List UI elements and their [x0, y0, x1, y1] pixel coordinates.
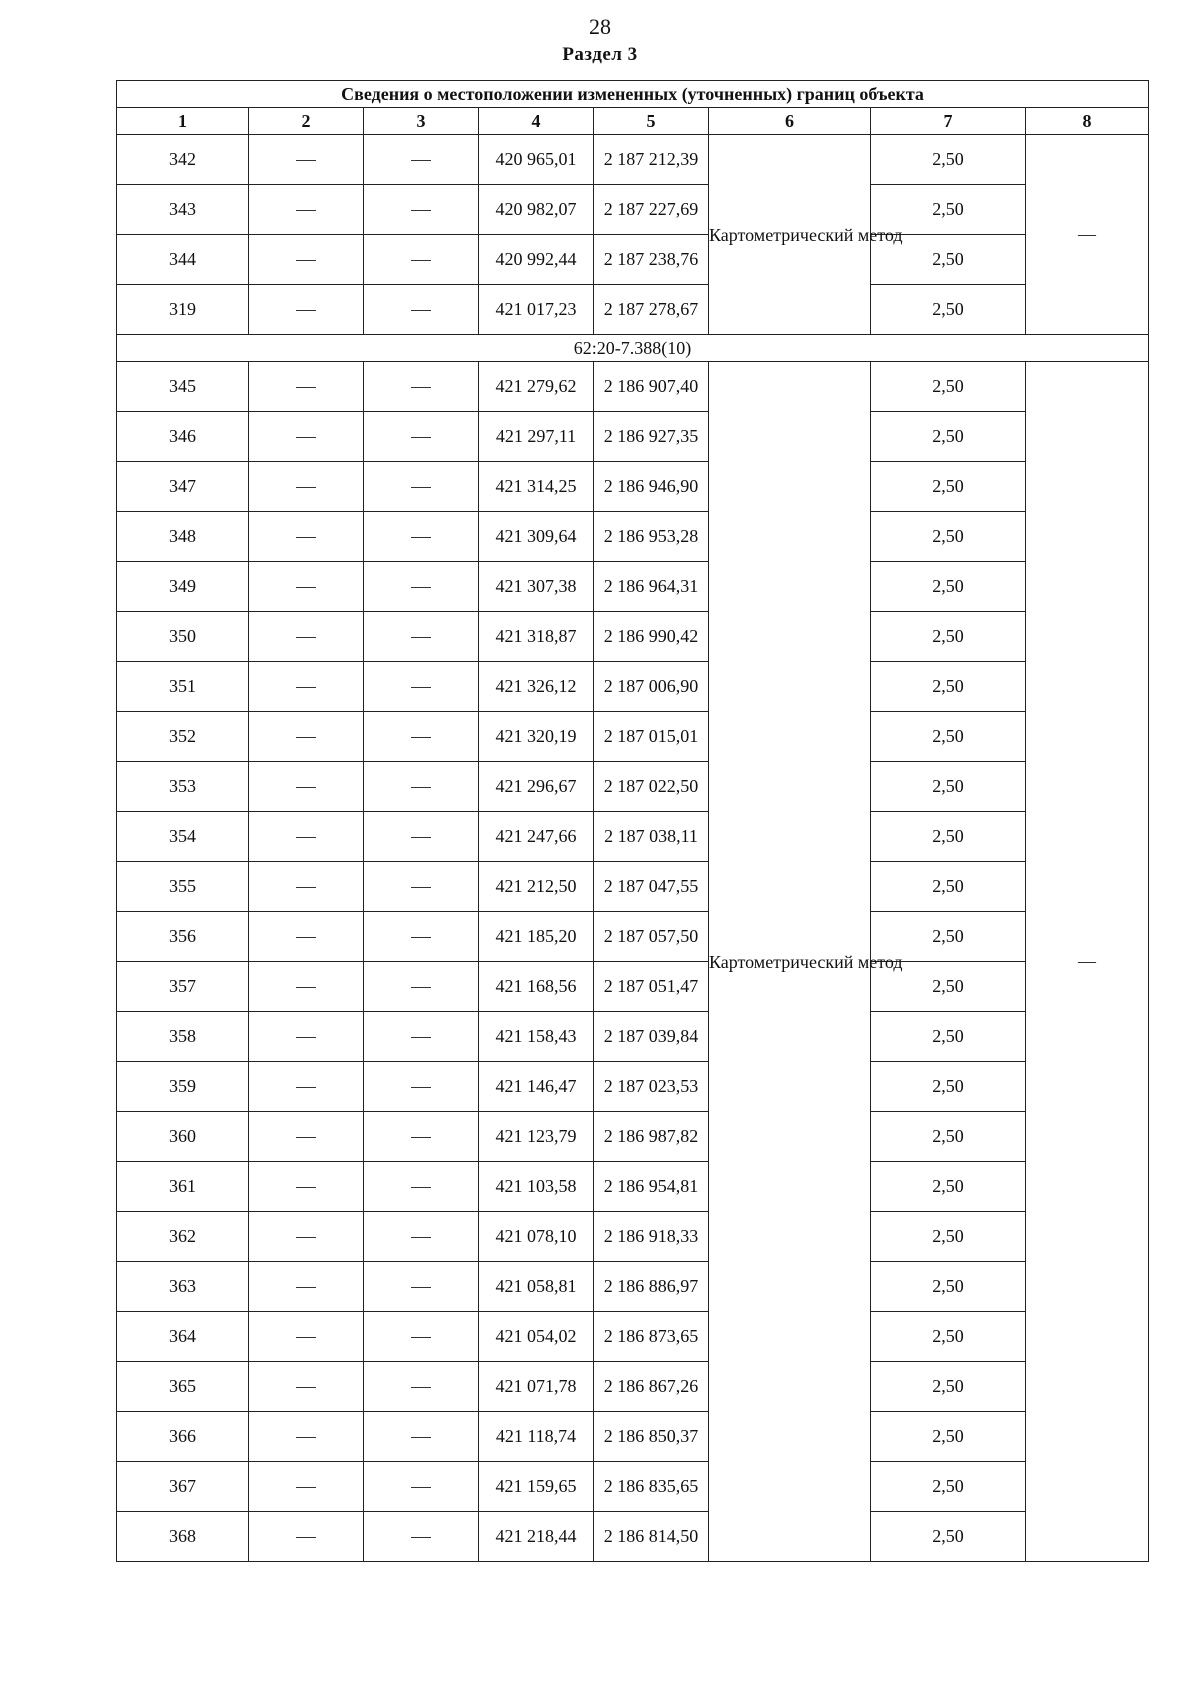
point-number: 356 — [117, 912, 249, 962]
coord-y: 2 187 212,39 — [594, 135, 709, 185]
col3-dash — [364, 962, 479, 1012]
table-row — [117, 1212, 1149, 1262]
coord-y: 2 186 918,33 — [594, 1212, 709, 1262]
accuracy-value: 2,50 — [871, 1012, 1026, 1062]
col3-dash — [364, 612, 479, 662]
dash-mark — [296, 437, 316, 438]
table-row — [117, 235, 1149, 285]
coord-y: 2 187 278,67 — [594, 285, 709, 335]
coord-y: 2 186 990,42 — [594, 612, 709, 662]
col3-dash — [364, 712, 479, 762]
coord-x: 421 158,43 — [479, 1012, 594, 1062]
accuracy-value: 2,50 — [871, 512, 1026, 562]
coord-y: 2 186 850,37 — [594, 1412, 709, 1462]
col2-dash — [249, 662, 364, 712]
coord-y: 2 187 051,47 — [594, 962, 709, 1012]
coord-y: 2 186 873,65 — [594, 1312, 709, 1362]
accuracy-value: 2,50 — [871, 1412, 1026, 1462]
point-number: 365 — [117, 1362, 249, 1412]
accuracy-value: 2,50 — [871, 1362, 1026, 1412]
dash-mark — [411, 1087, 431, 1088]
table-row — [117, 562, 1149, 612]
table-row — [117, 1262, 1149, 1312]
col2-dash — [249, 1162, 364, 1212]
point-number: 368 — [117, 1512, 249, 1562]
table-row — [117, 712, 1149, 762]
col3-dash — [364, 1412, 479, 1462]
dash-mark — [296, 987, 316, 988]
accuracy-value: 2,50 — [871, 912, 1026, 962]
dash-mark — [411, 160, 431, 161]
col2-dash — [249, 1462, 364, 1512]
point-number: 359 — [117, 1062, 249, 1112]
point-number: 351 — [117, 662, 249, 712]
coord-x: 421 071,78 — [479, 1362, 594, 1412]
accuracy-value: 2,50 — [871, 562, 1026, 612]
column-number-row — [117, 108, 1149, 135]
dash-mark — [296, 1337, 316, 1338]
accuracy-value: 2,50 — [871, 362, 1026, 412]
col2-dash — [249, 462, 364, 512]
table-row — [117, 135, 1149, 185]
col3-dash — [364, 135, 479, 185]
accuracy-value: 2,50 — [871, 462, 1026, 512]
point-number: 344 — [117, 235, 249, 285]
coord-y: 2 187 039,84 — [594, 1012, 709, 1062]
dash-mark — [296, 487, 316, 488]
coord-x: 421 058,81 — [479, 1262, 594, 1312]
dash-mark — [296, 260, 316, 261]
column-number: 4 — [479, 108, 594, 135]
column-number: 5 — [594, 108, 709, 135]
col3-dash — [364, 285, 479, 335]
dash-mark — [411, 1137, 431, 1138]
column-number: 8 — [1026, 108, 1149, 135]
table-row — [117, 862, 1149, 912]
accuracy-value: 2,50 — [871, 812, 1026, 862]
coord-x: 421 247,66 — [479, 812, 594, 862]
col3-dash — [364, 1462, 479, 1512]
coord-x: 420 965,01 — [479, 135, 594, 185]
point-number: 354 — [117, 812, 249, 862]
coord-x: 421 103,58 — [479, 1162, 594, 1212]
coord-x: 421 326,12 — [479, 662, 594, 712]
coord-x: 421 123,79 — [479, 1112, 594, 1162]
col3-dash — [364, 812, 479, 862]
coord-y: 2 186 835,65 — [594, 1462, 709, 1512]
accuracy-value: 2,50 — [871, 235, 1026, 285]
coord-y: 2 186 954,81 — [594, 1162, 709, 1212]
accuracy-value: 2,50 — [871, 1262, 1026, 1312]
point-number: 357 — [117, 962, 249, 1012]
col3-dash — [364, 235, 479, 285]
col3-dash — [364, 862, 479, 912]
column-number: 7 — [871, 108, 1026, 135]
coord-x: 421 185,20 — [479, 912, 594, 962]
accuracy-value: 2,50 — [871, 285, 1026, 335]
dash-mark — [411, 687, 431, 688]
accuracy-value: 2,50 — [871, 962, 1026, 1012]
accuracy-value: 2,50 — [871, 1312, 1026, 1362]
point-number: 347 — [117, 462, 249, 512]
table-row — [117, 1162, 1149, 1212]
col2-dash — [249, 762, 364, 812]
dash-mark — [411, 487, 431, 488]
coord-y: 2 187 047,55 — [594, 862, 709, 912]
coord-x: 421 307,38 — [479, 562, 594, 612]
dash-mark — [411, 787, 431, 788]
table-row — [117, 462, 1149, 512]
coord-y: 2 187 015,01 — [594, 712, 709, 762]
table-row — [117, 1512, 1149, 1562]
section-title: Раздел 3 — [562, 44, 638, 65]
dash-mark — [296, 1387, 316, 1388]
dash-mark — [296, 537, 316, 538]
col2-dash — [249, 1212, 364, 1262]
column-number: 6 — [709, 108, 871, 135]
dash-mark — [296, 937, 316, 938]
dash-mark — [296, 1487, 316, 1488]
table-row — [117, 962, 1149, 1012]
coord-x: 421 314,25 — [479, 462, 594, 512]
point-number: 363 — [117, 1262, 249, 1312]
coord-y: 2 186 886,97 — [594, 1262, 709, 1312]
col3-dash — [364, 462, 479, 512]
col3-dash — [364, 1162, 479, 1212]
col2-dash — [249, 862, 364, 912]
dash-mark — [411, 1037, 431, 1038]
table-row — [117, 1312, 1149, 1362]
accuracy-value: 2,50 — [871, 1162, 1026, 1212]
accuracy-value: 2,50 — [871, 1112, 1026, 1162]
coord-x: 421 279,62 — [479, 362, 594, 412]
dash-mark — [296, 387, 316, 388]
point-number: 319 — [117, 285, 249, 335]
coord-y: 2 186 987,82 — [594, 1112, 709, 1162]
col2-dash — [249, 962, 364, 1012]
coord-y: 2 186 964,31 — [594, 562, 709, 612]
method-cell: Картометрический метод — [709, 362, 871, 1562]
point-number: 353 — [117, 762, 249, 812]
table-row — [117, 912, 1149, 962]
point-number: 362 — [117, 1212, 249, 1262]
accuracy-value: 2,50 — [871, 1062, 1026, 1112]
col2-dash — [249, 1112, 364, 1162]
coord-x: 421 017,23 — [479, 285, 594, 335]
coord-y: 2 187 057,50 — [594, 912, 709, 962]
dash-mark — [296, 737, 316, 738]
coord-x: 421 168,56 — [479, 962, 594, 1012]
dash-mark — [411, 937, 431, 938]
table-row — [117, 1462, 1149, 1512]
coord-y: 2 187 022,50 — [594, 762, 709, 812]
dash-mark — [411, 437, 431, 438]
coord-y: 2 187 227,69 — [594, 185, 709, 235]
accuracy-value: 2,50 — [871, 862, 1026, 912]
table-row — [117, 662, 1149, 712]
point-number: 360 — [117, 1112, 249, 1162]
dash-mark — [411, 887, 431, 888]
dash-mark — [296, 837, 316, 838]
dash-mark — [296, 687, 316, 688]
accuracy-value: 2,50 — [871, 662, 1026, 712]
dash-mark — [411, 587, 431, 588]
col2-dash — [249, 362, 364, 412]
col3-dash — [364, 1512, 479, 1562]
col3-dash — [364, 912, 479, 962]
col3-dash — [364, 1062, 479, 1112]
col2-dash — [249, 1512, 364, 1562]
accuracy-value: 2,50 — [871, 1212, 1026, 1262]
dash-mark — [411, 637, 431, 638]
dash-mark — [411, 537, 431, 538]
point-number: 367 — [117, 1462, 249, 1512]
coord-x: 421 078,10 — [479, 1212, 594, 1262]
coord-x: 421 320,19 — [479, 712, 594, 762]
col3-dash — [364, 1312, 479, 1362]
dash-mark — [411, 260, 431, 261]
col2-dash — [249, 412, 364, 462]
coord-y: 2 187 006,90 — [594, 662, 709, 712]
table-row — [117, 412, 1149, 462]
coord-x: 421 146,47 — [479, 1062, 594, 1112]
point-number: 345 — [117, 362, 249, 412]
col2-dash — [249, 135, 364, 185]
coord-x: 421 218,44 — [479, 1512, 594, 1562]
coord-y: 2 186 814,50 — [594, 1512, 709, 1562]
col2-dash — [249, 812, 364, 862]
dash-mark — [411, 987, 431, 988]
col3-dash — [364, 1112, 479, 1162]
col3-dash — [364, 185, 479, 235]
column-number: 2 — [249, 108, 364, 135]
dash-mark — [411, 1387, 431, 1388]
point-number: 346 — [117, 412, 249, 462]
col3-dash — [364, 362, 479, 412]
dash-mark — [296, 1187, 316, 1188]
column-number: 1 — [117, 108, 249, 135]
point-number: 348 — [117, 512, 249, 562]
col3-dash — [364, 1212, 479, 1262]
coord-x: 421 054,02 — [479, 1312, 594, 1362]
dash-mark — [411, 737, 431, 738]
coord-x: 421 212,50 — [479, 862, 594, 912]
point-number: 355 — [117, 862, 249, 912]
dash-mark — [411, 310, 431, 311]
col3-dash — [364, 1262, 479, 1312]
col2-dash — [249, 1012, 364, 1062]
dash-mark — [411, 387, 431, 388]
accuracy-value: 2,50 — [871, 412, 1026, 462]
coord-x: 420 992,44 — [479, 235, 594, 285]
point-number: 361 — [117, 1162, 249, 1212]
point-number: 349 — [117, 562, 249, 612]
group-row — [117, 335, 1149, 362]
col2-dash — [249, 712, 364, 762]
boundary-coordinates-table — [116, 80, 1149, 1562]
table-row — [117, 185, 1149, 235]
col2-dash — [249, 235, 364, 285]
table-body — [117, 135, 1149, 1562]
col3-dash — [364, 1362, 479, 1412]
col3-dash — [364, 1012, 479, 1062]
dash-mark — [296, 1037, 316, 1038]
coord-y: 2 187 023,53 — [594, 1062, 709, 1112]
col2-dash — [249, 1312, 364, 1362]
dash-mark — [411, 837, 431, 838]
dash-mark — [296, 1137, 316, 1138]
accuracy-value: 2,50 — [871, 185, 1026, 235]
dash-mark — [411, 1487, 431, 1488]
col2-dash — [249, 562, 364, 612]
column-number: 3 — [364, 108, 479, 135]
coord-y: 2 187 038,11 — [594, 812, 709, 862]
point-number: 342 — [117, 135, 249, 185]
col2-dash — [249, 185, 364, 235]
dash-mark — [411, 1437, 431, 1438]
coord-y: 2 186 953,28 — [594, 512, 709, 562]
coord-x: 420 982,07 — [479, 185, 594, 235]
point-number: 350 — [117, 612, 249, 662]
dash-mark — [296, 1237, 316, 1238]
coord-y: 2 186 927,35 — [594, 412, 709, 462]
dash-mark — [296, 1087, 316, 1088]
col3-dash — [364, 662, 479, 712]
method-cell: Картометрический метод — [709, 135, 871, 335]
dash-mark — [296, 310, 316, 311]
point-number: 343 — [117, 185, 249, 235]
col3-dash — [364, 562, 479, 612]
table-row — [117, 762, 1149, 812]
dash-mark — [411, 1237, 431, 1238]
col2-dash — [249, 1362, 364, 1412]
dash-mark — [296, 160, 316, 161]
dash-mark — [296, 210, 316, 211]
coord-x: 421 296,67 — [479, 762, 594, 812]
coord-x: 421 159,65 — [479, 1462, 594, 1512]
coord-y: 2 186 907,40 — [594, 362, 709, 412]
dash-mark — [411, 1337, 431, 1338]
accuracy-value: 2,50 — [871, 612, 1026, 662]
col3-dash — [364, 512, 479, 562]
coord-x: 421 309,64 — [479, 512, 594, 562]
col2-dash — [249, 285, 364, 335]
group-label: 62:20-7.388(10) — [117, 335, 1149, 362]
coord-y: 2 187 238,76 — [594, 235, 709, 285]
point-number: 352 — [117, 712, 249, 762]
table-row — [117, 362, 1149, 412]
col8-cell: — — [1026, 362, 1149, 1562]
coord-x: 421 118,74 — [479, 1412, 594, 1462]
table-caption: Сведения о местоположении измененных (уточненных) границ объекта — [117, 81, 1149, 108]
table-row — [117, 812, 1149, 862]
dash-mark — [411, 1537, 431, 1538]
point-number: 364 — [117, 1312, 249, 1362]
dash-mark — [411, 210, 431, 211]
dash-mark — [296, 1537, 316, 1538]
accuracy-value: 2,50 — [871, 762, 1026, 812]
dash-mark — [296, 1287, 316, 1288]
col2-dash — [249, 1262, 364, 1312]
point-number: 358 — [117, 1012, 249, 1062]
table-row — [117, 1362, 1149, 1412]
dash-mark — [296, 637, 316, 638]
dash-mark — [411, 1187, 431, 1188]
coord-x: 421 297,11 — [479, 412, 594, 462]
accuracy-value: 2,50 — [871, 135, 1026, 185]
table-row — [117, 512, 1149, 562]
dash-mark — [411, 1287, 431, 1288]
coord-y: 2 186 946,90 — [594, 462, 709, 512]
coord-y: 2 186 867,26 — [594, 1362, 709, 1412]
col2-dash — [249, 1412, 364, 1462]
col8-cell: — — [1026, 135, 1149, 335]
col3-dash — [364, 762, 479, 812]
table-row — [117, 285, 1149, 335]
table-row — [117, 612, 1149, 662]
table-row — [117, 1012, 1149, 1062]
point-number: 366 — [117, 1412, 249, 1462]
table-row — [117, 1412, 1149, 1462]
accuracy-value: 2,50 — [871, 1462, 1026, 1512]
dash-mark — [296, 587, 316, 588]
accuracy-value: 2,50 — [871, 1512, 1026, 1562]
col2-dash — [249, 612, 364, 662]
page-number: 28 — [589, 14, 611, 39]
dash-mark — [296, 1437, 316, 1438]
dash-mark — [296, 887, 316, 888]
table-row — [117, 1112, 1149, 1162]
col2-dash — [249, 512, 364, 562]
accuracy-value: 2,50 — [871, 712, 1026, 762]
dash-mark — [296, 787, 316, 788]
col3-dash — [364, 412, 479, 462]
col2-dash — [249, 912, 364, 962]
table-row — [117, 1062, 1149, 1112]
col2-dash — [249, 1062, 364, 1112]
coord-x: 421 318,87 — [479, 612, 594, 662]
